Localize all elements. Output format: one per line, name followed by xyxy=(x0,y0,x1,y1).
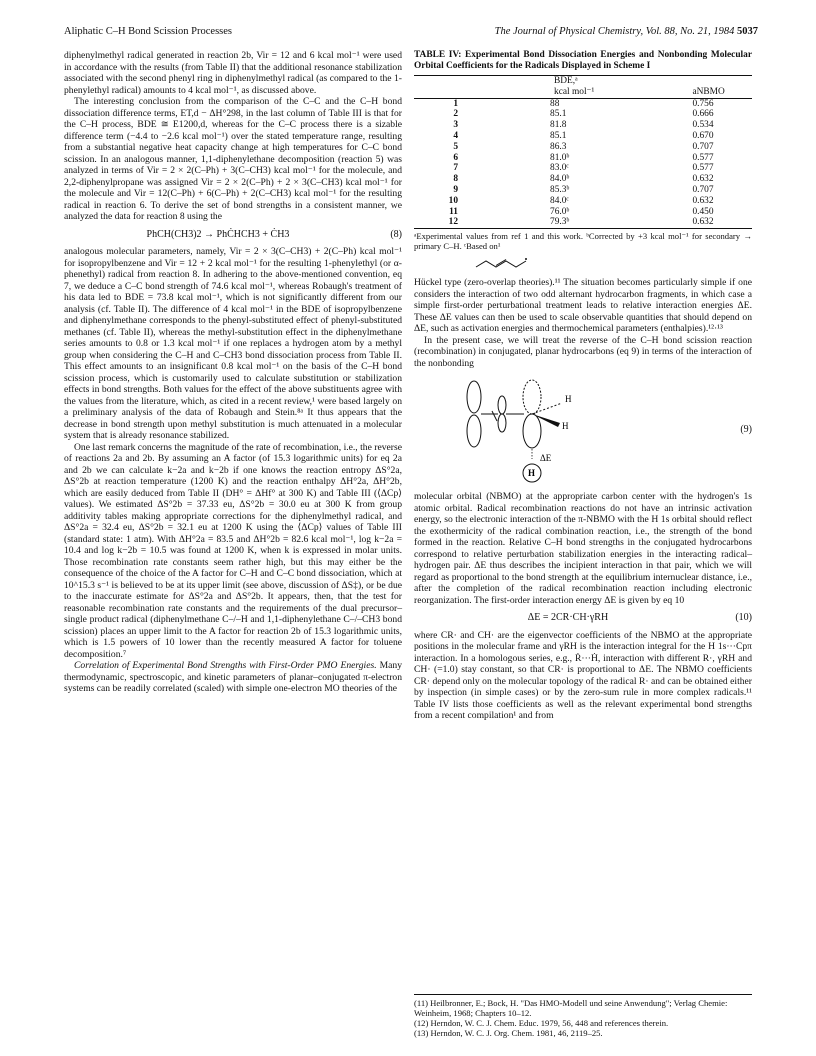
table-row xyxy=(414,131,752,142)
paragraph: analogous molecular parameters, namely, Vir = 2 × 3(C–CH3) + 2(C–Ph) kcal mol⁻¹ for isopropylbenzene and Vir = 12 + 2 kcal mol⁻¹ for the resulting 1-phenylethyl (or α-phenethyl) radical from reaction 8. In adhering to the above-mentioned convention, eq 7, we deduce a C–C bond strength of 74.6 kcal mol⁻¹, whereas Robaugh's treatment of his data led to BDE = 73.8 kcal mol⁻¹, which is not significantly different from our analysis (cf. Table II). The difference of 4 kcal mol⁻¹ in the BDE of isopropylbenzene and diphenylmethane corresponds to the phenyl-substituted effect of phenyl-substituted methanes (cf. Table II), whereas the methyl-substitution effect in the diphenylmethane series amounts to 0.8 or 1.3 kcal mol⁻¹ if one replaces a hydrogen atom by a methyl group when considering the C–H and C–CH3 bond dissociation process from Table II. This effect amounts to an insignificant 0.8 kcal mol⁻¹ on the basis of the C–H bond scission process, which is customarily used to calculate substitution or stabilization effects in bond strengths. Both values for the effect of the above substituents agree with the values from the literature, which, as cited in a recent review,¹ were based largely on a preliminary analysis of the data of Robaugh and Stein.⁸ᵃ It thus appears that the decrease in bond strength upon methyl substitution is much attenuated in a molecular system that is already resonance stabilized. xyxy=(64,246,402,441)
equation-number: (9) xyxy=(740,424,752,436)
references xyxy=(414,994,752,1038)
anbmo-cell: 0.666 xyxy=(692,109,714,120)
reference-item: (13) Herndon, W. C. J. Org. Chem. 1981, 46, 2119–25. xyxy=(414,1028,603,1038)
bde-cell: 76.0ᵇ xyxy=(550,206,570,217)
anbmo-cell: 0.632 xyxy=(622,217,752,228)
equation-number: (10) xyxy=(735,612,752,624)
table-row xyxy=(414,217,752,228)
delta-e-label: ΔE xyxy=(540,453,552,464)
paragraph: In the present case, we will treat the reverse of the C–H bond scission reaction (recombination) in conjugated, planar hydrocarbons (eq 9) in terms of the interaction of the nonbonding xyxy=(414,334,752,369)
paragraph: diphenylmethyl radical generated in reaction 2b, Vir = 12 and 6 kcal mol⁻¹ were used in accordance with the results (from Table II) that the additional resonance stabilization associated with the second phenyl ring in diphenylmethyl radical (as compared to the 1-phenylethyl radical) amounts to 4 kcal mol⁻¹, as discussed above. xyxy=(64,50,402,96)
table-caption: TABLE IV: Experimental Bond Dissociation Energies and Nonbonding Molecular Orbital Coefficients for the Radicals Displayed in Scheme I xyxy=(414,50,752,71)
row-number: 8 xyxy=(453,174,458,185)
row-number: 10 xyxy=(448,195,458,206)
paragraph: where CR· and CH· are the eigenvector coefficients of the NBMO at the appropriate positions in the molecular frame and γRH is the interaction integral for the H 1s···Cpπ interaction. In a homologous series, e.g., Ṙ···Ḣ, interaction with different R·, γRH and CH· (=1.0) stay constant, so that CR· is proportional to ΔE. The NBMO coefficients CR· depend only on the molecular topology of the radical R· and can be obtained either by inspection (in simple cases) or by the zero-sum rule in more complex radicals.¹¹ Table IV lists those coefficients as well as the relevant experimental bond strengths from a recent compilation¹ and from xyxy=(414,629,752,722)
table-row xyxy=(414,163,752,174)
allyl-radical-structure-icon xyxy=(472,253,542,273)
table-row xyxy=(414,185,752,196)
row-number: 4 xyxy=(453,130,458,141)
table-row xyxy=(414,120,752,131)
hydrogen-atom-label: H xyxy=(528,468,536,479)
nbmo-h1s-interaction-diagram xyxy=(462,375,612,485)
paragraph xyxy=(64,660,402,695)
equation-body: ΔE = 2CR·CH·γRH xyxy=(527,612,609,624)
row-number: 7 xyxy=(453,163,458,174)
running-head-title: Aliphatic C–H Bond Scission Processes xyxy=(64,26,232,37)
bde-cell: 84.0ᶜ xyxy=(550,195,569,206)
table-header-blank xyxy=(622,76,752,87)
equation-body: PhCH(CH3)2 → PhĊHCH3 + ĊH3 xyxy=(146,228,290,240)
bde-cell: 85.1 xyxy=(550,130,567,141)
bde-cell: 85.3ᵇ xyxy=(550,184,570,195)
table-iv xyxy=(414,75,752,229)
reference-item: (11) Heilbronner, E.; Bock, H. "Das HMO-Modell und seine Anwendung"; Verlag Chemie: Weinheim, 1968; Chapters 10–12. xyxy=(414,998,728,1018)
paragraph: The interesting conclusion from the comparison of the C–C and the C–H bond dissociation difference terms, ET,d − ΔH°298, in the last column of Table III is that for the C–H process, BDE ≅ E1200,d, whereas for the C–C process there is a sizable difference term (−4.4 to −2.6 kcal mol⁻¹) over the stated temperature range, resulting from a substantial negative heat capacity change at high temperatures for C–C bond scission. In an analogous manner, 1,1-diphenylethane decomposition (reaction 5) was analyzed in terms of Vir = 2 × 2(C–Ph) + 3(C–CH3) kcal mol⁻¹ for the molecule, and 2,2-diphenylpropane was assigned Vir = 2 × 2(C–Ph) + 2 × 3(C–CH3) kcal mol⁻¹ for the molecule and Vir = 12(C–Ph) + 6(C–Ph) + 2(C–CH3) kcal mol⁻¹ for the resulting radical in reaction 6. To derive the set of bond strengths in a consistent manner, we analyzed the data for reaction 8 using the xyxy=(64,96,402,222)
right-column xyxy=(414,50,752,722)
table-row xyxy=(414,174,752,185)
bde-cell: 81.8 xyxy=(550,120,567,131)
bde-cell: 86.3 xyxy=(550,141,567,152)
row-number: 9 xyxy=(453,184,458,195)
table-header-bde-unit: kcal mol⁻¹ xyxy=(488,87,622,98)
anbmo-cell: 0.577 xyxy=(692,152,714,163)
table-header-bde: BDE,ᵃ xyxy=(554,76,578,86)
scheme-equation-9 xyxy=(414,375,752,485)
table-header-blank xyxy=(414,87,488,98)
row-number: 5 xyxy=(453,141,458,152)
anbmo-cell: 0.632 xyxy=(692,174,714,185)
section-run-in-title: Correlation of Experimental Bond Strengths with First-Order PMO Energies. xyxy=(74,660,377,671)
anbmo-cell: 0.450 xyxy=(692,206,714,217)
anbmo-cell: 0.534 xyxy=(692,120,714,131)
row-number: 12 xyxy=(414,217,488,228)
table-header-blank xyxy=(414,76,488,87)
bde-cell: 88 xyxy=(550,98,560,109)
table-row xyxy=(414,142,752,153)
anbmo-cell: 0.670 xyxy=(692,130,714,141)
page-number: 5037 xyxy=(737,26,758,37)
table-row xyxy=(414,207,752,218)
bde-cell: 84.0ᵇ xyxy=(550,174,570,185)
row-number: 2 xyxy=(453,109,458,120)
table-row xyxy=(414,98,752,109)
equation-number: (8) xyxy=(390,228,402,240)
anbmo-cell: 0.577 xyxy=(692,163,714,174)
paragraph: Hückel type (zero-overlap theories).¹¹ The situation becomes particularly simple if one considers the interaction of two odd alternant hydrocarbon fragments, in which case a simple first-order perturbational treatment leads to relative interaction energies ΔE. These ΔE values can then be used to scale observable quantities that should depend on ΔE, such as activation energies and thermochemical parameters (enthalpies).¹²·¹³ xyxy=(414,277,752,335)
paragraph-text: Many thermodynamic, spectroscopic, and kinetic parameters of planar–conjugated π-electron systems can be readily correlated (scaled) with simple one-electron MO theories of the xyxy=(64,660,403,694)
row-number: 11 xyxy=(449,206,458,217)
row-number: 6 xyxy=(453,152,458,163)
bde-cell: 79.3ᵇ xyxy=(488,217,622,228)
anbmo-cell: 0.707 xyxy=(692,184,714,195)
anbmo-cell: 0.707 xyxy=(692,141,714,152)
table-row xyxy=(414,109,752,120)
equation-10 xyxy=(414,612,752,624)
table-row xyxy=(414,153,752,164)
bde-cell: 85.1 xyxy=(550,109,567,120)
reference-item: (12) Herndon, W. C. J. Chem. Educ. 1979, 56, 448 and references therein. xyxy=(414,1018,669,1028)
hydrogen-label: H xyxy=(565,394,572,405)
table-footnote: ᵃExperimental values from ref 1 and this work. ᵇCorrected by +3 kcal mol⁻¹ for secondary → primary C–H. ᶜBased on¹ xyxy=(414,231,752,252)
equation-8 xyxy=(64,229,402,241)
row-number: 1 xyxy=(453,98,458,109)
paragraph: molecular orbital (NBMO) at the appropriate carbon center with the hydrogen's 1s atomic orbital. Radical recombination reactions do not have an intrinsic activation energy, so the electronic interaction of the π-NBMO with the H 1s orbital should reflect the exothermicity of the radical combination reaction, i.e., the strength of the bond formed in the reaction. Relative C–H bond strengths in the conjugated hydrocarbons correspond to relative perturbation stabilization energies in the interacting radical–hydrogen pair. ΔE thus describes the incipient interaction in that pair, which we will regard as proportional to the bond strength at the equilibrium internuclear distance, i.e., after the completion of the radical recombination reaction including electronic reorganization. The first-order interaction energy ΔE is given by eq 10 xyxy=(414,491,752,606)
table-row xyxy=(414,196,752,207)
running-head-journal xyxy=(495,26,758,37)
table-header-anbmo: aNBMO xyxy=(622,87,752,98)
journal-citation: The Journal of Physical Chemistry, Vol. 88, No. 21, 1984 xyxy=(494,26,735,37)
bde-cell: 81.0ᵇ xyxy=(550,152,570,163)
paragraph: One last remark concerns the magnitude of the rate of recombination, i.e., the reverse of reactions 2a and 2b. By assuming an A factor (of 15.3 logarithmic units) for eq 2a and 2b we can calculate k−2a and k−2b if one knows the reaction entropy ΔS°2a, ΔS°2b at reaction temperature (1200 K) and the reaction enthalpy ΔH°2a, ΔH°2b, which are easily deduced from Table II (DH° = ΔHf° at 300 K) and Table III (⟨ΔCp⟩ values). We estimated ΔS°2b = 37.33 eu, ΔS°2b = 30.0 eu at 300 K from group additivity tables making appropriate corrections for the diphenylmethyl radical, and ΔS°2a = 32.4 eu, ΔS°2b = 32.1 eu at 1200 K using the ⟨ΔCp⟩ values of Table III (standard state: 1 atm). With ΔH°2a = 83.5 and ΔH°2b = 82.6 kcal mol⁻¹, log k−2a = 10.4 and log k−2b = 10.5 was found at 1200 K, when k is expressed in molar units. Those recombination rate constants seem rather high, but this may either be the consequence of the choice of the A factor for C–H and C–C bond dissociation, which at 10^15.3 s⁻¹ is believed to be at its upper limit (see above, discussion of ΔS‡), or be due to the inaccurate estimate for ΔS°2a and ΔS°2b. It appears, then, that the test for reasonable recombination rate constants and the requirements of the dual precursor–single product radical (diphenylmethane C–/–H and 1,1-diphenylethane C–/–CH3 bond scission) places an upper limit to the A factor for reaction 2b of 15.3 logarithmic units, which is 1.5 powers of 10 lower than the recently measured A factor for toluene decomposition.⁷ xyxy=(64,441,403,660)
bde-cell: 83.0ᶜ xyxy=(550,163,569,174)
row-number: 3 xyxy=(453,120,458,131)
left-column xyxy=(64,50,402,695)
anbmo-cell: 0.632 xyxy=(692,195,714,206)
hydrogen-label: H xyxy=(562,421,569,432)
anbmo-cell: 0.756 xyxy=(692,98,714,109)
